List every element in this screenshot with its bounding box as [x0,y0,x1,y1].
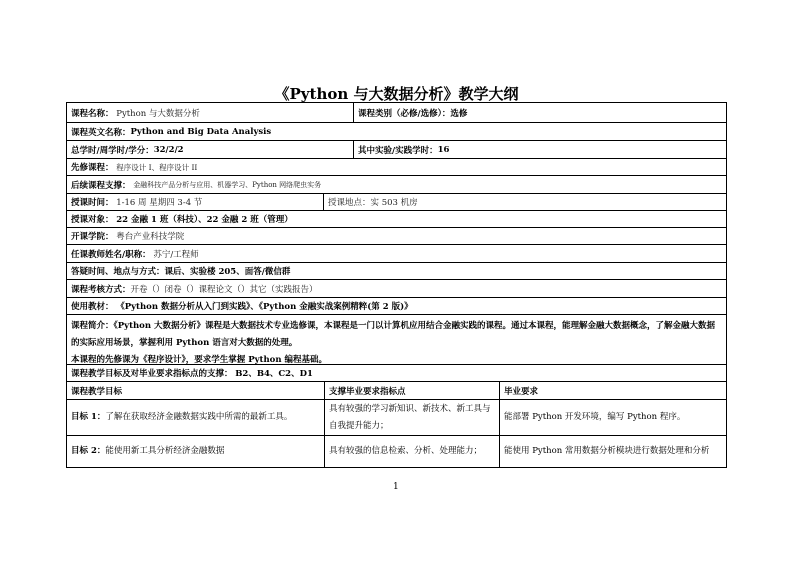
syllabus-table [66,102,727,468]
document-title: 《Python 与大数据分析》教学大纲 [274,85,519,103]
label: 课程类别（必修/选修）： [358,108,451,119]
row-hours [67,140,726,158]
goal-label: 目标 1： [71,412,106,422]
row-target [67,210,726,227]
row-follow [67,175,726,193]
support-point: 具有较强的学习新知识、新技术、新工具与自我提升能力； [329,403,491,431]
value: 22 金融 1 班（科技）、22 金融 2 班（管理） [116,215,293,225]
page-number: 1 [393,482,399,492]
value: 课后、实验楼 205、面答/微信群 [164,267,291,277]
value: 程序设计 I、程序设计 II [116,162,198,172]
row-textbook [67,297,726,314]
value: 1-16 周 星期四 3-4 节 [116,198,203,208]
support-point: 具有较强的信息检索、分析、处理能力； [329,446,483,456]
value: Python and Big Data Analysis [130,126,272,137]
row-exam [67,279,726,297]
label: 后续课程支撑： [71,180,131,191]
row-english-name [67,122,726,140]
value: 选修 [450,108,468,119]
requirement: 能部署 Python 开发环境，编写 Python 程序。 [504,412,686,422]
value: 《Python 数据分析从入门到实践》、《Python 金融实战案例精粹(第 2 版)》 [116,302,413,312]
value: 苏宁/工程师 [153,249,199,260]
row-course-name [67,103,726,122]
label: 课程名称： [71,108,114,119]
label: 任课教师姓名/职称： [71,249,151,260]
row-intro [67,314,726,364]
label: 其中实验/实践学时： [358,145,438,156]
intro-text: 课程简介：《Python 大数据分析》课程是大数据技术专业选修课，本课程是一门以计算机应用结合金融实践的课程。通过本课程，能理解金融大数据概念，了解金融大数据的实际应用场景，掌握利用 Python 语言对大数据的处理。 [71,321,716,348]
goal-row [67,435,726,467]
label: 使用教材： [71,302,114,312]
label: 先修课程： [71,163,114,173]
goal-row [67,399,726,435]
value: Python 与大数据分析 [116,108,200,119]
goal-label: 目标 2： [71,446,106,456]
label: 授课对象： [71,215,114,225]
label: 总学时/周学时/学分： [71,145,154,156]
label: 授课时间： [71,198,114,208]
header: 毕业要求 [504,386,539,397]
row-teacher [67,244,726,262]
value: 开卷（）闭卷（）课程论文（）其它（实践报告） [130,284,318,295]
label: 课程英文名称： [71,127,131,138]
goal-text: 能使用新工具分析经济金融数据 [105,446,225,456]
value: 金融科技产品分析与应用、机器学习、Python 网络爬虫实务 [133,180,322,189]
header: 支撑毕业要求指标点 [329,386,406,397]
value: B2、B4、C2、D1 [235,369,313,379]
label: 答疑时间、地点与方式： [71,267,165,277]
place: 授课地点：实 503 机房 [328,198,418,208]
label: 课程考核方式： [71,284,131,295]
value: 16 [437,144,450,155]
value: 粤台产业科技学院 [116,232,185,242]
requirement: 能使用 Python 常用数据分析模块进行数据处理和分析 [504,446,710,456]
label: 开课学院： [71,232,114,242]
intro-prereq: 本课程的先修课为《程序设计》，要求学生掌握 Python 编程基础。 [71,355,327,365]
value: 32/2/2 [153,144,184,155]
row-time [67,193,726,210]
label: 课程教学目标及对毕业要求指标点的支撑： [71,369,233,379]
header: 课程教学目标 [71,386,123,397]
row-prereq [67,158,726,175]
goal-text: 了解在获取经济金融数据实践中所需的最新工具。 [105,412,293,422]
row-qa [67,262,726,279]
row-college [67,227,726,244]
goals-header-row [67,381,726,399]
